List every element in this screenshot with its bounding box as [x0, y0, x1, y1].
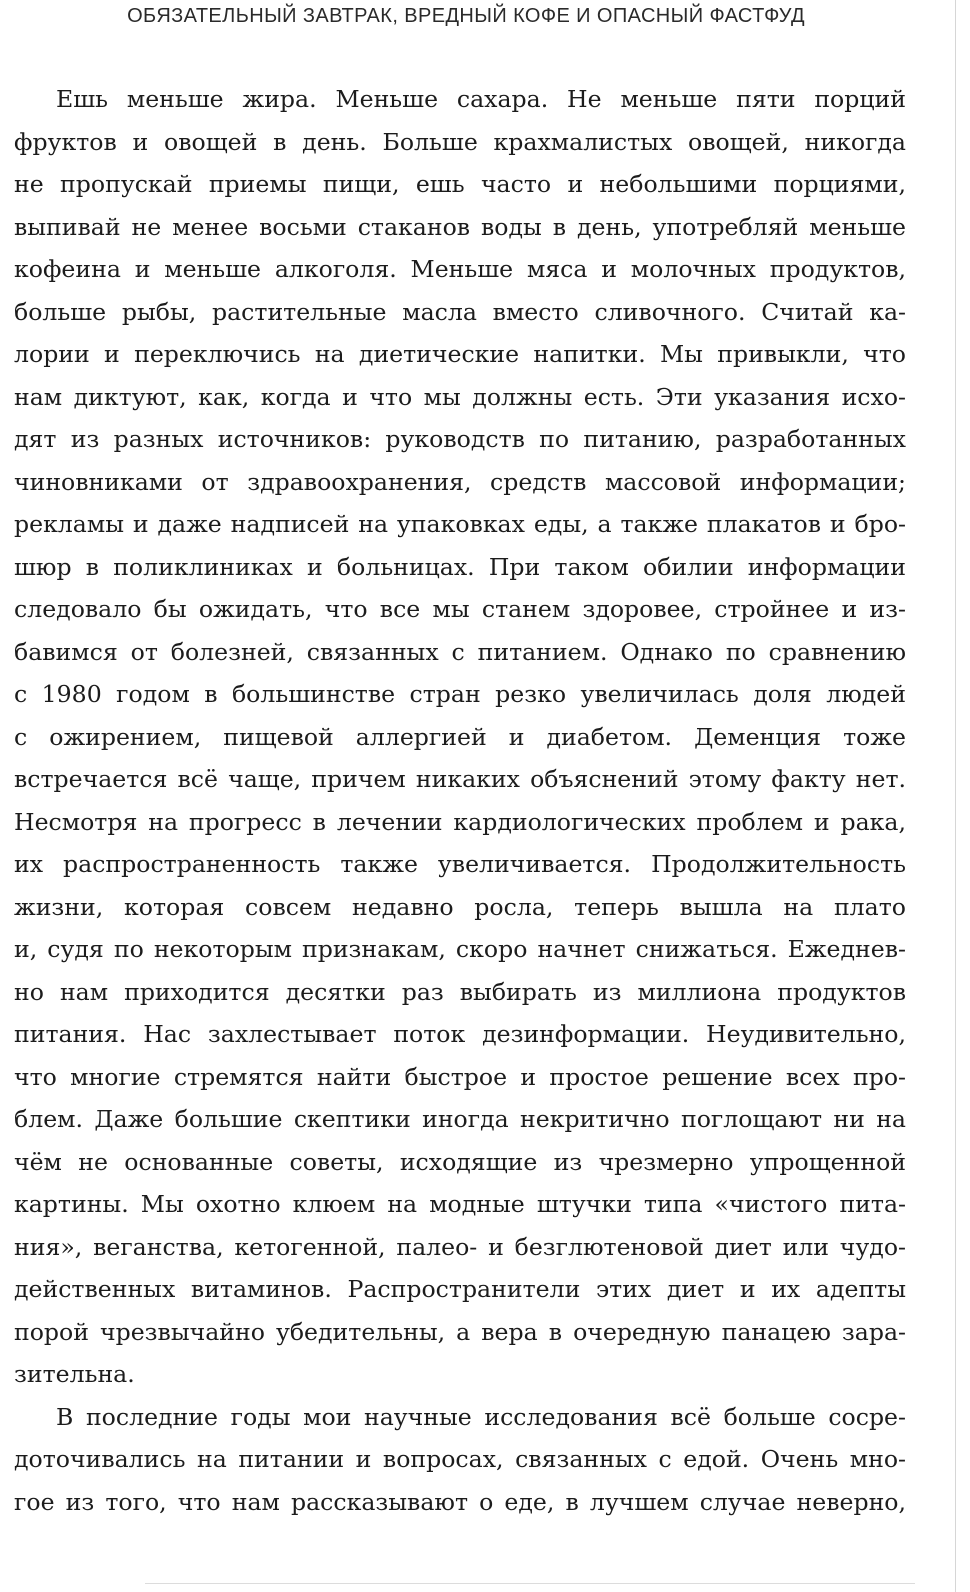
text-line: картины. Мы охотно клюем на модные штучки типа «чистого пита-	[14, 1190, 906, 1218]
text-line: больше рыбы, растительные масла вместо сливочного. Считай ка-	[14, 297, 906, 326]
text-line: ния», веганства, кетогенной, палео- и безглютеновой диет или чудо-	[14, 1232, 906, 1261]
text-line: Несмотря на прогресс в лечении кардиологических проблем и рака,	[14, 807, 906, 836]
text-line: лории и переключись на диетические напитки. Мы привыкли, что	[14, 340, 906, 368]
text-line: встречается всё чаще, причем никаких объяснений этому факту нет.	[14, 765, 906, 793]
running-header: ОБЯЗАТЕЛЬНЫЙ ЗАВТРАК, ВРЕДНЫЙ КОФЕ И ОПАСНЫЙ ФАСТФУД	[127, 5, 805, 27]
text-line: не пропускай приемы пищи, ешь часто и небольшими порциями,	[14, 170, 906, 198]
text-line: Ешь меньше жира. Меньше сахара. Не меньше пяти порций	[56, 85, 906, 113]
paragraph-2	[14, 1396, 906, 1524]
text-line: кофеина и меньше алкоголя. Меньше мяса и молочных продуктов,	[14, 255, 906, 283]
page-bottom-divider	[145, 1583, 915, 1584]
text-line: фруктов и овощей в день. Больше крахмалистых овощей, никогда	[14, 127, 906, 156]
text-line: доточивались на питании и вопросах, связанных с едой. Очень мно-	[14, 1445, 906, 1473]
text-line: рекламы и даже надписей на упаковках еды, а также плакатов и бро-	[14, 510, 906, 538]
text-line: следовало бы ожидать, что все мы станем здоровее, стройнее и из-	[14, 595, 906, 623]
text-line: гое из того, что нам рассказывают о еде, в лучшем случае неверно,	[14, 1487, 906, 1516]
text-line: действенных витаминов. Распространители этих диет и их адепты	[14, 1275, 906, 1303]
text-line: шюр в поликлиниках и больницах. При таком обилии информации	[14, 552, 906, 581]
text-line: В последние годы мои научные исследования всё больше сосре-	[56, 1402, 906, 1431]
text-line: чиновниками от здравоохранения, средств массовой информации;	[14, 467, 906, 496]
text-line: и, судя по некоторым признакам, скоро начнет снижаться. Ежеднев-	[14, 935, 906, 963]
text-line: жизни, которая совсем недавно росла, теперь вышла на плато	[14, 892, 906, 921]
text-line: чём не основанные советы, исходящие из чрезмерно упрощенной	[14, 1147, 906, 1176]
text-line: выпивай не менее восьми стаканов воды в день, употребляй меньше	[14, 212, 906, 241]
text-line: их распространенность также увеличивается. Продолжительность	[14, 850, 906, 878]
text-line: с 1980 годом в большинстве стран резко увеличилась доля людей	[14, 680, 906, 708]
text-line: питания. Нас захлестывает поток дезинформации. Неудивительно,	[14, 1020, 906, 1048]
text-line: порой чрезвычайно убедительны, а вера в очередную панацею зара-	[14, 1317, 906, 1346]
text-line: нам диктуют, как, когда и что мы должны есть. Эти указания исхо-	[14, 382, 906, 411]
text-line: что многие стремятся найти быстрое и простое решение всех про-	[14, 1062, 906, 1091]
text-line: блем. Даже большие скептики иногда некритично поглощают ни на	[14, 1105, 906, 1133]
text-line: с ожирением, пищевой аллергией и диабетом. Деменция тоже	[14, 722, 906, 751]
text-line: дят из разных источников: руководств по питанию, разработанных	[14, 425, 906, 453]
text-line-last: зительна.	[14, 1360, 135, 1388]
body-text	[14, 78, 906, 1523]
paragraph-1	[14, 78, 906, 1396]
text-line: бавимся от болезней, связанных с питанием. Однако по сравнению	[14, 637, 906, 666]
text-line: но нам приходится десятки раз выбирать из миллиона продуктов	[14, 977, 906, 1006]
